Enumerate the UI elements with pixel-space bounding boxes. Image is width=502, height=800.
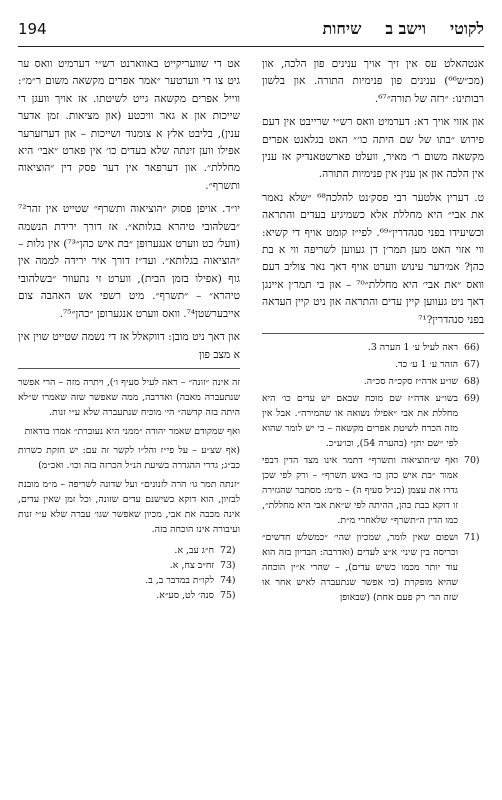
- reference-number: 75): [220, 589, 236, 601]
- footnote-text: ראה לעיל ע׳ 1 הערה 3.: [367, 342, 458, 354]
- header-title: לקוטי: [450, 19, 484, 38]
- footnote-text: שו״ע אדה״ז סקכ״ה סכ״ה.: [363, 376, 458, 388]
- header-subtitle: וישב ב: [385, 19, 426, 38]
- page-number: 194: [18, 20, 47, 38]
- reference-text: לקו״ת במדבר ב, ב.: [145, 574, 214, 586]
- footnote-note: (אף שצ״ע – על פי״ז והל״ו לקשר זה עם: יש חזקת כשרות כב״ג; גדרי ההגדרה בשיעת הנ״ל הכרזה בזה וכו׳. ואכ״מ): [18, 444, 240, 471]
- footnote: [262, 357, 484, 372]
- footnote-note: ואף שמקודם שאמר יהודה ״ממני היא נעוברת״ אמרו בודאות: [24, 425, 240, 437]
- body-paragraph: און דאך ניט מובן: דווקאלל אז די נשמה שטייט שוין אין א מצב פון: [18, 331, 240, 361]
- footnote-number: 70): [464, 455, 480, 467]
- reference-item: [18, 558, 240, 573]
- right-column: [262, 56, 484, 607]
- footnote: [262, 391, 484, 451]
- footnote-text: בשו״ע אדה״ז שם מוכח שבאם יש עדים כו׳ היא מחללת את אבי ״אפילו נשואה או שהמירה״. אבל אין מזה הכרח לשיטת אפרים מקשאה – כי יש לומר שהוא לפי ״שם יתן״ (בהערה 54), וכו׳ע״כ.: [262, 393, 458, 450]
- body-paragraph: ט. דערין אלטער רבי פסק׳נט להלכה⁶⁸ ״שלא נאמר את אבי״ היא מחללת אלא כשמיגיע בעדים והתראה וכשיעידו בפני סנהדרין״⁶⁹. לפי״ז קומט אויף די קשיא: ווי אזוי האט מען תמר׳ן דן געווען לשריפה ווי א בת כהן? אמ׳דער עינוש ווערט אויף דאך נאר צוליב דעם וואס ״את אבי׳ היא מחללת״⁷⁰ – און בי תמר׳ן איינגן דאך ניט געווען קיין עדים והתראה און ניט קיין העדאה בפני סנהדרין?⁷¹: [262, 191, 485, 326]
- reference-number: 74): [220, 574, 236, 586]
- footnote-number: 67): [464, 359, 480, 371]
- footnote-number: 71): [464, 532, 480, 544]
- reference-list: [18, 543, 240, 603]
- reference-item: [18, 573, 240, 588]
- left-column: [18, 56, 240, 607]
- body-paragraph: יו״ד. אויפן פסוק ״הוציאוה ותשרף״ שטייט אין זהר⁷² ״בשלהובי טיהרא בגלותא״. אז דורך ירידת הנשמה (וועל׳ כט ווערט אנגערופן ״בת איש כהן״⁷³) אין גלות – ״הוציאוה בגלותא״. ועד״ז דורך איר ירידה לממה אין גוף (אפילו בזמן הבית), ווערט זי נתעוור ״בשלהובי טיהרא״ – ״תשרף״. מיט רשפי אש האהבה צום אייבערשטן⁷⁴. וואס ווערט אנגערופן ״כהן״⁷⁵.: [18, 203, 241, 320]
- body-paragraph: און אזוי אויך דא: דערמיט וואס רש״י שרייבט אין דעם פירוש ״בתו של שם היתה כו׳״ האט בגלאנט אפרים מקשאה משום ר׳ מאיר, וועלט פארשטאנדיק אז ענין אין הלכה און אן ענין אין פנימיות התורה.: [262, 116, 484, 181]
- reference-item: [18, 543, 240, 558]
- header-left-title: שיחות: [322, 19, 362, 38]
- footnote-text: ואף ש״הוציאוה ותשרף״ דתמר אינו מצד הדין דבפי אמור ״בת איש כהן כו׳ באש תשרף״ – ורק לפי שכן גדרו את עצמן (כנ״ל סעיף ה) – מ״מ: מסתבר שהגזירה זו דוקא בבת כהן, ההיתה לפי ש״את אבי היא מחללת״, כמו הדין ה״תשרף״ שלאחרי מ״ת.: [262, 455, 458, 527]
- footnote-text: ושפום שאין לומר, שמכיון שהי׳ ״כמשלש חדשים״ וכריסה בין שיני׳ א״צ לעדים (ואדרבה: הבדיון בזה הוא עוד יותר מכמו כשיש עדים), – שהרי א״ין הוכחה שהיא מופקרת (כי אפשר שנתעברה לאיש אחר או שזה הר׳ רק פעם אחת) (שבאופן: [262, 532, 458, 604]
- footnote: [262, 530, 484, 605]
- footnote: [262, 340, 484, 355]
- two-column-body: [18, 56, 484, 607]
- footnote: [262, 374, 484, 389]
- body-paragraph: אט די שוועריקייט באווארנט רש״י דערמיט וואס ער גיט צו די ווערטער ״אמר אפרים מקשאה משום ר״מ״: ווייל אפרים מקשאה גייט לשיטתו. אז אויך וועגן די שייכות און א גאר וויכטע (און מציאות. זמן אדער ענין), בליבט אלץ א צומנוד ושייכות – און דערזערער אפילו ווען זינתה שלא בעדים כו׳ אין פארט ״אבי׳ היא מחללת״. און דערפאר אין דער פסק דין ״הוציאוה ותשרף״.: [18, 58, 240, 192]
- footnotes: [262, 333, 484, 605]
- footnote-number: 66): [464, 342, 480, 354]
- footnote-note: ״זנתה תמר גו׳ הרה לזנונים״ ועל שדונה לשריפה – מ״מ מובנת לבזיון, הוא דוקא כשישנם עדים שזונה, וכל זמן שאין עדים, אינה מכבה את אבי, מכיון שאפשר שגו׳ עברה שלא ע״י זנות ועיבורה אינו הוכחה בזה.: [18, 478, 240, 535]
- reference-number: 72): [220, 544, 236, 556]
- header-title-group: [323, 19, 484, 39]
- reference-text: זח״ב צח, א.: [169, 559, 214, 571]
- reference-item: [18, 588, 240, 603]
- footnote-continuation: [18, 368, 240, 603]
- reference-text: ח״ג עב, א.: [174, 544, 214, 556]
- footnote-note: זה אינה ״זונה״ – ראה לעיל סעיף ו׳), ויתרה מזה – הרי אפשר שנתעברה מאבה) ואדרבה, ממה שאפשר שזה שאמרו ש״לא היתה בזה קדשה״ הי׳ מוכיח שנתעברה שלא ע״י זנות.: [18, 376, 240, 418]
- footnote-text: הזהר ע׳ 1 ע׳ כד.: [395, 359, 458, 371]
- reference-number: 73): [220, 559, 236, 571]
- page-header: [18, 12, 484, 47]
- book-page: [18, 12, 484, 788]
- reference-text: סנה׳ לט, סע״א.: [156, 589, 214, 601]
- body-paragraph: אנטהאלט עס אין זיך אויך ענינים פון הלכה, און (מכ״ש⁶⁶) ענינים פון פנימיות התורה. און בלשון רבותינו: ״רזה של תורה״⁶⁷.: [262, 58, 484, 105]
- footnote: [262, 453, 484, 528]
- footnote-number: 69): [464, 393, 480, 405]
- footnote-number: 68): [464, 376, 480, 388]
